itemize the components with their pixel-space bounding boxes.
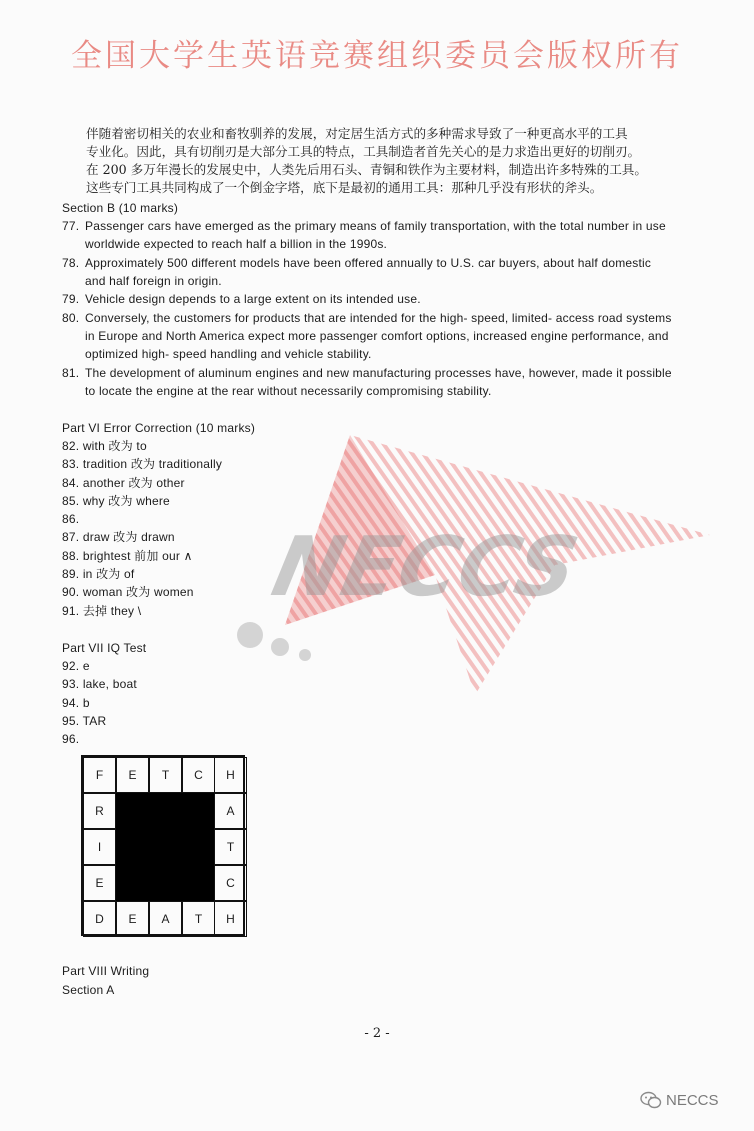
item-number: 78.	[62, 256, 80, 270]
item-text: The development of aluminum engines and new manufacturing processes have, however, made it possible	[85, 366, 672, 380]
translation-line: 专业化。因此，具有切削刃是大部分工具的特点，工具制造者首先关心的是力求造出更好的切削刃。	[86, 144, 641, 159]
item-text: Conversely, the customers for products that are intended for the high- speed, limited- access road systems	[85, 311, 672, 325]
error-answer: 84. another 改为 other	[62, 476, 185, 490]
item-text: to locate the engine at the rear without necessarily compromising stability.	[85, 384, 492, 398]
grid-cell: T	[149, 757, 182, 793]
grid-cell: C	[182, 757, 215, 793]
grid-cell: D	[83, 901, 116, 937]
error-answer: 82. with 改为 to	[62, 439, 147, 453]
grid-cell: E	[116, 901, 149, 937]
error-answer: 86.	[62, 512, 80, 526]
translation-line: 伴随着密切相关的农业和畜牧驯养的发展，对定居生活方式的多种需求导致了一种更高水平的工具	[86, 126, 628, 141]
error-answer: 91. 去掉 they \	[62, 604, 142, 618]
translation-line: 在 200 多万年漫长的发展史中，人类先后用石头、青铜和铁作为主要材料，制造出许多特殊的工具。	[86, 162, 647, 177]
iq-answer: 95. TAR	[62, 714, 107, 728]
item-text: Vehicle design depends to a large extent on its intended use.	[85, 292, 421, 306]
part-vii-heading: Part VII IQ Test	[62, 641, 147, 655]
section-b-heading: Section B (10 marks)	[62, 201, 179, 215]
grid-cell: H	[214, 757, 247, 793]
item-text: and half foreign in origin.	[85, 274, 222, 288]
grid-cell: C	[214, 865, 247, 901]
grid-cell: E	[116, 757, 149, 793]
item-number: 80.	[62, 311, 80, 325]
error-answer: 88. brightest 前加 our ∧	[62, 549, 193, 563]
item-text: Passenger cars have emerged as the primary means of family transportation, with the total number in use	[85, 219, 666, 233]
grid-cell: H	[214, 901, 247, 937]
item-text: worldwide expected to reach half a billion in the 1990s.	[85, 237, 388, 251]
footer-brand	[640, 1091, 719, 1109]
grid-cell: A	[214, 793, 247, 829]
wechat-icon	[640, 1091, 662, 1109]
word-grid	[81, 755, 245, 936]
grid-cell: I	[83, 829, 116, 865]
grid-cell: A	[149, 901, 182, 937]
item-number: 77.	[62, 219, 80, 233]
error-answer: 85. why 改为 where	[62, 494, 170, 508]
part-viii-heading: Part VIII Writing	[62, 964, 150, 978]
grid-cell: F	[83, 757, 116, 793]
copyright-header: 全国大学生英语竞赛组织委员会版权所有	[71, 38, 683, 74]
translation-line: 这些专门工具共同构成了一个倒金字塔，底下是最初的通用工具：那种几乎没有形状的斧头。	[86, 180, 603, 195]
error-answer: 89. in 改为 of	[62, 567, 135, 581]
grid-cell: T	[182, 901, 215, 937]
section-a-heading: Section A	[62, 983, 115, 997]
item-text: Approximately 500 different models have been offered annually to U.S. car buyers, about half domestic	[85, 256, 652, 270]
grid-cell: T	[214, 829, 247, 865]
item-number: 81.	[62, 366, 80, 380]
iq-answer: 93. lake, boat	[62, 677, 137, 691]
error-answer: 83. tradition 改为 traditionally	[62, 457, 223, 471]
item-text: optimized high- speed handling and vehicle stability.	[85, 347, 372, 361]
iq-answer: 94. b	[62, 696, 90, 710]
grid-cell: E	[83, 865, 116, 901]
neccs-watermark-logo	[225, 425, 725, 705]
footer-brand-text: NECCS	[666, 1091, 719, 1109]
page-number: - 2 -	[364, 1026, 390, 1041]
grid-cell: R	[83, 793, 116, 829]
svg-text:NECCS: NECCS	[264, 518, 587, 615]
error-answer: 87. draw 改为 drawn	[62, 530, 175, 544]
grid-black-center	[116, 793, 214, 901]
part-vi-heading: Part VI Error Correction (10 marks)	[62, 421, 256, 435]
iq-answer: 92. e	[62, 659, 90, 673]
error-answer: 90. woman 改为 women	[62, 585, 194, 599]
item-text: in Europe and North America expect more passenger comfort options, increased engine performance, and	[85, 329, 669, 343]
item-number: 79.	[62, 292, 80, 306]
iq-answer: 96.	[62, 732, 80, 746]
